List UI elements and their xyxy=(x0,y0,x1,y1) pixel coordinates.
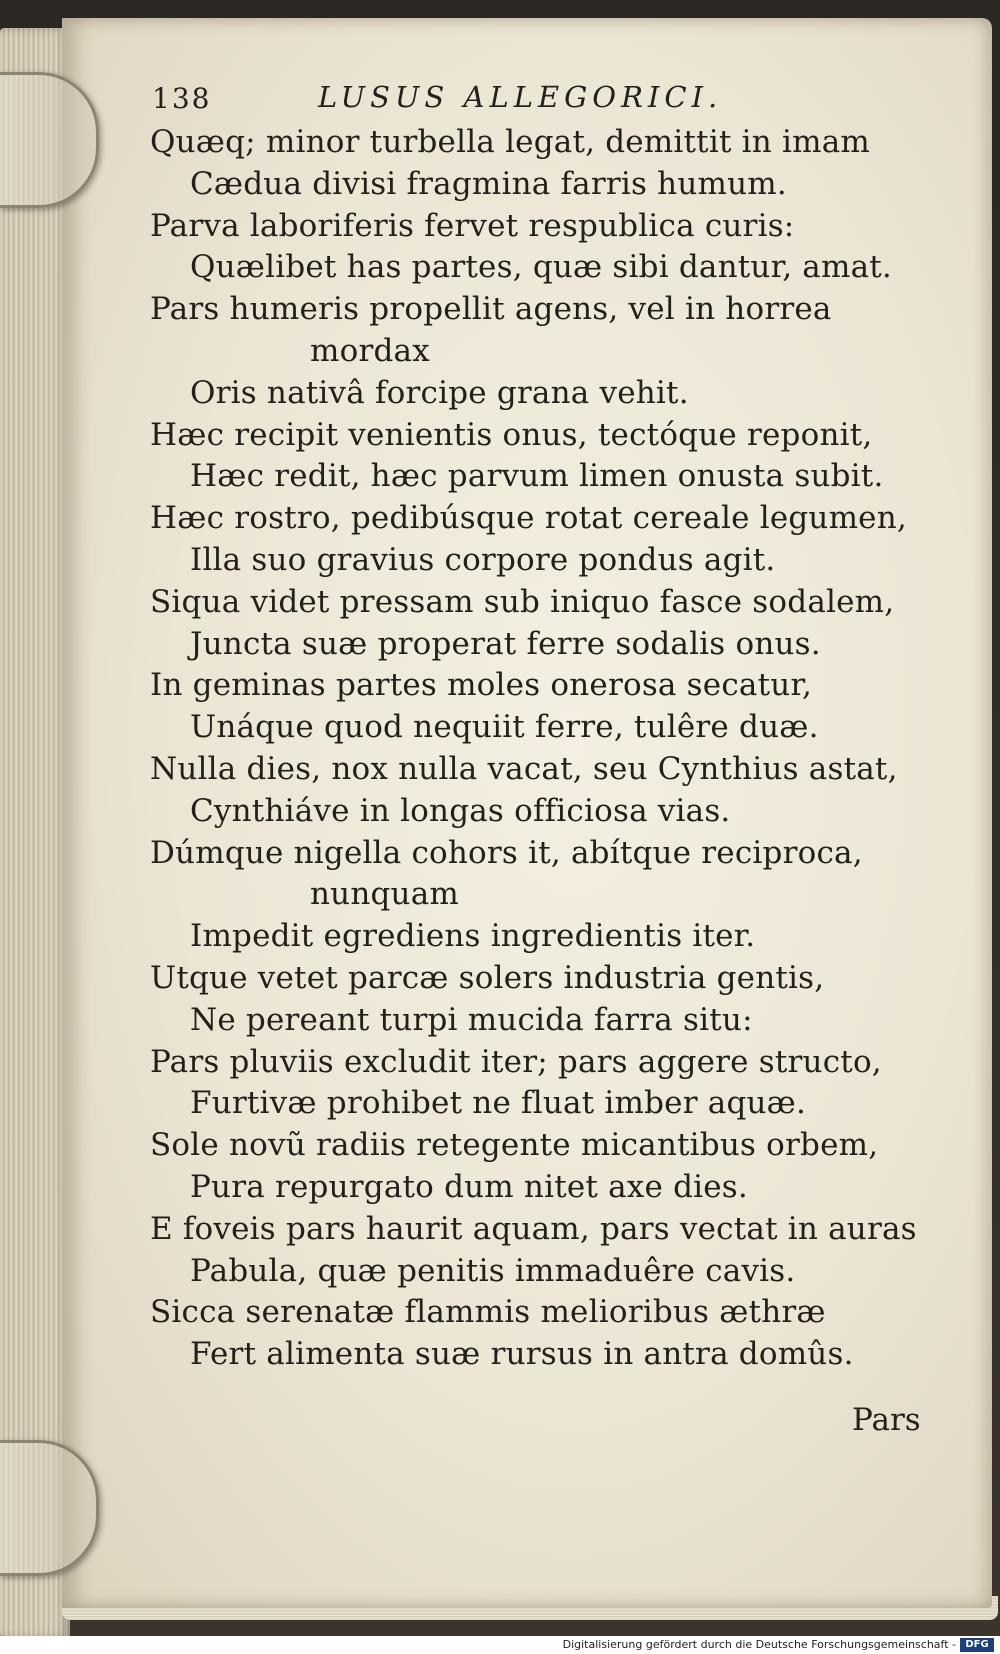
verse-line: Siqua videt pressam sub iniquo fasce sodalem, xyxy=(150,583,895,620)
page-header xyxy=(92,66,972,122)
verse-line: E foveis pars haurit aquam, pars vectat in auras xyxy=(150,1210,917,1247)
verse-line: Dúmque nigella cohors it, abítque reciproca, xyxy=(150,834,863,871)
verse-line: Pars humeris propellit agens, vel in horrea xyxy=(150,291,832,328)
digitization-footer xyxy=(0,1636,1000,1654)
page-edges xyxy=(0,28,70,1638)
verse-line: Hæc recipit venientis onus, tectóque reponit, xyxy=(150,416,873,453)
verse-line: Utque vetet parcæ solers industria gentis, xyxy=(150,959,825,996)
verse-line: Unáque quod nequiit ferre, tulêre duæ. xyxy=(190,709,819,746)
page-text-block xyxy=(92,66,972,1376)
verse-line: Hæc rostro, pedibúsque rotat cereale legumen, xyxy=(150,500,907,537)
page-number: 138 xyxy=(152,82,212,115)
verse-line: Illa suo gravius corpore pondus agit. xyxy=(190,541,776,578)
verse-line: Fert alimenta suæ rursus in antra domûs. xyxy=(190,1336,854,1373)
verse-line: Sicca serenatæ flammis melioribus æthræ xyxy=(150,1294,826,1331)
verse-line: Impedit egrediens ingredientis iter. xyxy=(190,918,756,955)
verse-line: Cædua divisi fragmina farris humum. xyxy=(190,165,787,202)
verse-line: Quæq; minor turbella legat, demittit in imam xyxy=(150,124,870,160)
verse-line: Pura repurgato dum nitet axe dies. xyxy=(190,1168,748,1205)
verse-line: nunquam xyxy=(310,876,459,913)
catchword: Pars xyxy=(852,1402,921,1438)
verse-line: Hæc redit, hæc parvum limen onusta subit. xyxy=(190,458,884,495)
verse-line: Pars pluviis excludit iter; pars aggere structo, xyxy=(150,1043,882,1080)
verse-line: Quælibet has partes, quæ sibi dantur, amat. xyxy=(190,249,892,286)
verse-line: In geminas partes moles onerosa secatur, xyxy=(150,667,813,704)
verse-line: Sole novũ radiis retegente micantibus orbem, xyxy=(150,1127,879,1164)
verse-line: Pabula, quæ penitis immaduêre cavis. xyxy=(190,1252,796,1289)
verse-line: mordax xyxy=(310,332,430,369)
verse-line: Juncta suæ properat ferre sodalis onus. xyxy=(190,625,821,662)
verse-line: Cynthiáve in longas officiosa vias. xyxy=(190,792,731,829)
verse-line: Oris nativâ forcipe grana vehit. xyxy=(190,374,689,411)
verse-line: Parva laboriferis fervet respublica curis: xyxy=(150,207,795,244)
poem-verse xyxy=(92,122,972,1376)
dfg-logo: DFG xyxy=(960,1638,994,1652)
funding-credit: Digitalisierung gefördert durch die Deutsche Forschungsgemeinschaft - xyxy=(562,1638,956,1651)
running-head: LUSUS ALLEGORICI. xyxy=(318,80,723,114)
verse-line: Ne pereant turpi mucida farra situ: xyxy=(190,1001,753,1038)
verse-line: Nulla dies, nox nulla vacat, seu Cynthius astat, xyxy=(150,750,898,787)
verse-line: Furtivæ prohibet ne fluat imber aquæ. xyxy=(190,1085,807,1122)
